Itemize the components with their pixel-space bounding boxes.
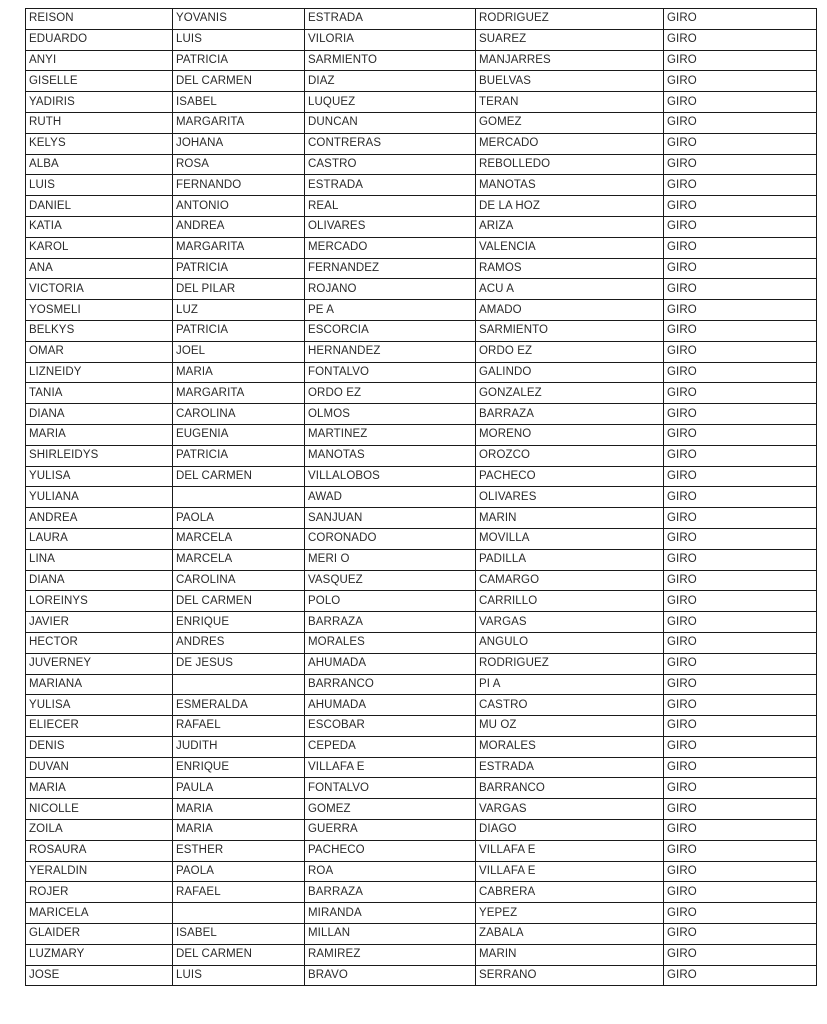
type-cell: GIRO	[664, 674, 817, 695]
middle-name-cell: DEL CARMEN	[173, 944, 305, 965]
table-row	[26, 9, 817, 30]
second-surname-cell: GONZALEZ	[476, 383, 664, 404]
first-name-cell: JOSE	[26, 965, 173, 986]
table-row	[26, 300, 817, 321]
type-cell: GIRO	[664, 778, 817, 799]
second-surname-cell: MANJARRES	[476, 50, 664, 71]
type-cell: GIRO	[664, 965, 817, 986]
second-surname-cell: CARRILLO	[476, 591, 664, 612]
first-surname-cell: VASQUEZ	[305, 570, 476, 591]
middle-name-cell: DEL CARMEN	[173, 466, 305, 487]
first-name-cell: LINA	[26, 549, 173, 570]
middle-name-cell: ENRIQUE	[173, 757, 305, 778]
table-row	[26, 612, 817, 633]
second-surname-cell: SUAREZ	[476, 29, 664, 50]
table-row	[26, 570, 817, 591]
first-surname-cell: OLMOS	[305, 404, 476, 425]
first-surname-cell: RAMIREZ	[305, 944, 476, 965]
type-cell: GIRO	[664, 71, 817, 92]
first-name-cell: LIZNEIDY	[26, 362, 173, 383]
middle-name-cell: ESTHER	[173, 840, 305, 861]
first-name-cell: KAROL	[26, 237, 173, 258]
second-surname-cell: PI A	[476, 674, 664, 695]
first-name-cell: ZOILA	[26, 820, 173, 841]
first-name-cell: VICTORIA	[26, 279, 173, 300]
second-surname-cell: VILLAFA E	[476, 840, 664, 861]
second-surname-cell: MARIN	[476, 944, 664, 965]
type-cell: GIRO	[664, 300, 817, 321]
table-row	[26, 279, 817, 300]
first-name-cell: ELIECER	[26, 716, 173, 737]
second-surname-cell: ORDO EZ	[476, 341, 664, 362]
type-cell: GIRO	[664, 196, 817, 217]
first-surname-cell: GOMEZ	[305, 799, 476, 820]
table-row	[26, 92, 817, 113]
type-cell: GIRO	[664, 237, 817, 258]
first-name-cell: TANIA	[26, 383, 173, 404]
first-name-cell: MARIA	[26, 778, 173, 799]
type-cell: GIRO	[664, 653, 817, 674]
table-row	[26, 820, 817, 841]
second-surname-cell: GOMEZ	[476, 112, 664, 133]
type-cell: GIRO	[664, 466, 817, 487]
type-cell: GIRO	[664, 50, 817, 71]
type-cell: GIRO	[664, 320, 817, 341]
first-name-cell: DENIS	[26, 736, 173, 757]
second-surname-cell: ZABALA	[476, 924, 664, 945]
table-row	[26, 674, 817, 695]
type-cell: GIRO	[664, 591, 817, 612]
first-name-cell: DIANA	[26, 404, 173, 425]
table-row	[26, 466, 817, 487]
first-name-cell: DUVAN	[26, 757, 173, 778]
first-surname-cell: GUERRA	[305, 820, 476, 841]
table-row	[26, 528, 817, 549]
first-name-cell: ANYI	[26, 50, 173, 71]
type-cell: GIRO	[664, 383, 817, 404]
first-surname-cell: BRAVO	[305, 965, 476, 986]
first-surname-cell: MIRANDA	[305, 903, 476, 924]
table-row	[26, 632, 817, 653]
type-cell: GIRO	[664, 820, 817, 841]
second-surname-cell: ANGULO	[476, 632, 664, 653]
middle-name-cell: LUIS	[173, 965, 305, 986]
first-surname-cell: VILLALOBOS	[305, 466, 476, 487]
type-cell: GIRO	[664, 445, 817, 466]
names-table	[25, 8, 817, 986]
first-name-cell: MARIANA	[26, 674, 173, 695]
type-cell: GIRO	[664, 341, 817, 362]
first-surname-cell: ROJANO	[305, 279, 476, 300]
first-surname-cell: OLIVARES	[305, 216, 476, 237]
first-name-cell: MARICELA	[26, 903, 173, 924]
first-name-cell: DANIEL	[26, 196, 173, 217]
first-surname-cell: MERCADO	[305, 237, 476, 258]
second-surname-cell: TERAN	[476, 92, 664, 113]
table-row	[26, 71, 817, 92]
first-surname-cell: BARRANCO	[305, 674, 476, 695]
first-name-cell: YULISA	[26, 466, 173, 487]
type-cell: GIRO	[664, 840, 817, 861]
table-row	[26, 341, 817, 362]
first-surname-cell: DIAZ	[305, 71, 476, 92]
middle-name-cell: MARCELA	[173, 549, 305, 570]
second-surname-cell: VARGAS	[476, 799, 664, 820]
first-surname-cell: FERNANDEZ	[305, 258, 476, 279]
first-name-cell: RUTH	[26, 112, 173, 133]
table-row	[26, 965, 817, 986]
middle-name-cell	[173, 487, 305, 508]
middle-name-cell: CAROLINA	[173, 404, 305, 425]
table-row	[26, 383, 817, 404]
middle-name-cell: DEL PILAR	[173, 279, 305, 300]
middle-name-cell: YOVANIS	[173, 9, 305, 30]
second-surname-cell: RODRIGUEZ	[476, 653, 664, 674]
names-table-body	[26, 9, 817, 986]
type-cell: GIRO	[664, 29, 817, 50]
first-name-cell: KATIA	[26, 216, 173, 237]
first-surname-cell: LUQUEZ	[305, 92, 476, 113]
table-row	[26, 508, 817, 529]
type-cell: GIRO	[664, 799, 817, 820]
middle-name-cell: JUDITH	[173, 736, 305, 757]
middle-name-cell: ESMERALDA	[173, 695, 305, 716]
first-surname-cell: ESTRADA	[305, 175, 476, 196]
type-cell: GIRO	[664, 92, 817, 113]
middle-name-cell: DEL CARMEN	[173, 71, 305, 92]
second-surname-cell: BARRANCO	[476, 778, 664, 799]
middle-name-cell: PATRICIA	[173, 445, 305, 466]
table-row	[26, 903, 817, 924]
second-surname-cell: CASTRO	[476, 695, 664, 716]
type-cell: GIRO	[664, 695, 817, 716]
middle-name-cell: PATRICIA	[173, 258, 305, 279]
second-surname-cell: SERRANO	[476, 965, 664, 986]
type-cell: GIRO	[664, 882, 817, 903]
second-surname-cell: OLIVARES	[476, 487, 664, 508]
second-surname-cell: ESTRADA	[476, 757, 664, 778]
table-row	[26, 757, 817, 778]
middle-name-cell: ANTONIO	[173, 196, 305, 217]
second-surname-cell: CABRERA	[476, 882, 664, 903]
first-name-cell: REISON	[26, 9, 173, 30]
second-surname-cell: AMADO	[476, 300, 664, 321]
table-row	[26, 861, 817, 882]
first-surname-cell: ORDO EZ	[305, 383, 476, 404]
first-surname-cell: FONTALVO	[305, 362, 476, 383]
first-surname-cell: SANJUAN	[305, 508, 476, 529]
middle-name-cell: ANDREA	[173, 216, 305, 237]
middle-name-cell: JOEL	[173, 341, 305, 362]
type-cell: GIRO	[664, 258, 817, 279]
table-row	[26, 216, 817, 237]
first-name-cell: HECTOR	[26, 632, 173, 653]
first-name-cell: KELYS	[26, 133, 173, 154]
second-surname-cell: SARMIENTO	[476, 320, 664, 341]
middle-name-cell: RAFAEL	[173, 716, 305, 737]
first-name-cell: LAURA	[26, 528, 173, 549]
middle-name-cell: ISABEL	[173, 924, 305, 945]
second-surname-cell: BARRAZA	[476, 404, 664, 425]
first-name-cell: YERALDIN	[26, 861, 173, 882]
middle-name-cell: DE JESUS	[173, 653, 305, 674]
first-surname-cell: CASTRO	[305, 154, 476, 175]
first-surname-cell: DUNCAN	[305, 112, 476, 133]
middle-name-cell: PAULA	[173, 778, 305, 799]
middle-name-cell: PATRICIA	[173, 50, 305, 71]
first-name-cell: JAVIER	[26, 612, 173, 633]
first-name-cell: BELKYS	[26, 320, 173, 341]
middle-name-cell: PAOLA	[173, 508, 305, 529]
middle-name-cell: EUGENIA	[173, 424, 305, 445]
table-row	[26, 840, 817, 861]
second-surname-cell: GALINDO	[476, 362, 664, 383]
table-row	[26, 404, 817, 425]
middle-name-cell: MARGARITA	[173, 237, 305, 258]
second-surname-cell: DIAGO	[476, 820, 664, 841]
second-surname-cell: PADILLA	[476, 549, 664, 570]
middle-name-cell: FERNANDO	[173, 175, 305, 196]
middle-name-cell: ROSA	[173, 154, 305, 175]
middle-name-cell: LUIS	[173, 29, 305, 50]
first-name-cell: YADIRIS	[26, 92, 173, 113]
middle-name-cell: MARIA	[173, 820, 305, 841]
first-surname-cell: PACHECO	[305, 840, 476, 861]
table-row	[26, 487, 817, 508]
middle-name-cell	[173, 674, 305, 695]
table-row	[26, 258, 817, 279]
type-cell: GIRO	[664, 612, 817, 633]
first-name-cell: DIANA	[26, 570, 173, 591]
middle-name-cell: MARGARITA	[173, 112, 305, 133]
first-name-cell: ANDREA	[26, 508, 173, 529]
middle-name-cell: MARIA	[173, 362, 305, 383]
type-cell: GIRO	[664, 424, 817, 445]
middle-name-cell	[173, 903, 305, 924]
type-cell: GIRO	[664, 508, 817, 529]
type-cell: GIRO	[664, 9, 817, 30]
first-surname-cell: ROA	[305, 861, 476, 882]
second-surname-cell: MORENO	[476, 424, 664, 445]
middle-name-cell: MARIA	[173, 799, 305, 820]
type-cell: GIRO	[664, 362, 817, 383]
first-surname-cell: ESTRADA	[305, 9, 476, 30]
first-surname-cell: CEPEDA	[305, 736, 476, 757]
second-surname-cell: PACHECO	[476, 466, 664, 487]
first-name-cell: ALBA	[26, 154, 173, 175]
first-surname-cell: AWAD	[305, 487, 476, 508]
type-cell: GIRO	[664, 404, 817, 425]
middle-name-cell: JOHANA	[173, 133, 305, 154]
type-cell: GIRO	[664, 216, 817, 237]
table-row	[26, 445, 817, 466]
type-cell: GIRO	[664, 570, 817, 591]
table-row	[26, 778, 817, 799]
first-surname-cell: MILLAN	[305, 924, 476, 945]
type-cell: GIRO	[664, 924, 817, 945]
table-row	[26, 882, 817, 903]
middle-name-cell: MARGARITA	[173, 383, 305, 404]
first-name-cell: EDUARDO	[26, 29, 173, 50]
type-cell: GIRO	[664, 112, 817, 133]
first-name-cell: ROJER	[26, 882, 173, 903]
first-surname-cell: ESCORCIA	[305, 320, 476, 341]
first-surname-cell: MORALES	[305, 632, 476, 653]
middle-name-cell: PATRICIA	[173, 320, 305, 341]
first-surname-cell: ESCOBAR	[305, 716, 476, 737]
first-surname-cell: MERI O	[305, 549, 476, 570]
second-surname-cell: MORALES	[476, 736, 664, 757]
second-surname-cell: CAMARGO	[476, 570, 664, 591]
second-surname-cell: OROZCO	[476, 445, 664, 466]
first-name-cell: GLAIDER	[26, 924, 173, 945]
first-surname-cell: AHUMADA	[305, 653, 476, 674]
type-cell: GIRO	[664, 528, 817, 549]
first-name-cell: YULISA	[26, 695, 173, 716]
second-surname-cell: DE LA HOZ	[476, 196, 664, 217]
table-row	[26, 112, 817, 133]
table-row	[26, 799, 817, 820]
second-surname-cell: MU OZ	[476, 716, 664, 737]
table-row	[26, 29, 817, 50]
first-surname-cell: MARTINEZ	[305, 424, 476, 445]
first-surname-cell: VILLAFA E	[305, 757, 476, 778]
type-cell: GIRO	[664, 133, 817, 154]
middle-name-cell: CAROLINA	[173, 570, 305, 591]
first-surname-cell: BARRAZA	[305, 882, 476, 903]
second-surname-cell: VARGAS	[476, 612, 664, 633]
table-row	[26, 653, 817, 674]
type-cell: GIRO	[664, 175, 817, 196]
table-row	[26, 175, 817, 196]
type-cell: GIRO	[664, 736, 817, 757]
first-name-cell: MARIA	[26, 424, 173, 445]
table-row	[26, 424, 817, 445]
middle-name-cell: MARCELA	[173, 528, 305, 549]
first-surname-cell: REAL	[305, 196, 476, 217]
table-row	[26, 736, 817, 757]
type-cell: GIRO	[664, 903, 817, 924]
table-row	[26, 362, 817, 383]
table-row	[26, 154, 817, 175]
first-surname-cell: PE A	[305, 300, 476, 321]
table-row	[26, 237, 817, 258]
table-row	[26, 924, 817, 945]
first-name-cell: SHIRLEIDYS	[26, 445, 173, 466]
type-cell: GIRO	[664, 549, 817, 570]
first-surname-cell: HERNANDEZ	[305, 341, 476, 362]
table-row	[26, 50, 817, 71]
type-cell: GIRO	[664, 487, 817, 508]
second-surname-cell: YEPEZ	[476, 903, 664, 924]
second-surname-cell: MERCADO	[476, 133, 664, 154]
second-surname-cell: VILLAFA E	[476, 861, 664, 882]
middle-name-cell: ISABEL	[173, 92, 305, 113]
type-cell: GIRO	[664, 279, 817, 300]
first-surname-cell: CORONADO	[305, 528, 476, 549]
second-surname-cell: REBOLLEDO	[476, 154, 664, 175]
second-surname-cell: RAMOS	[476, 258, 664, 279]
type-cell: GIRO	[664, 757, 817, 778]
table-row	[26, 695, 817, 716]
type-cell: GIRO	[664, 632, 817, 653]
first-surname-cell: SARMIENTO	[305, 50, 476, 71]
second-surname-cell: ACU A	[476, 279, 664, 300]
middle-name-cell: LUZ	[173, 300, 305, 321]
second-surname-cell: RODRIGUEZ	[476, 9, 664, 30]
second-surname-cell: ARIZA	[476, 216, 664, 237]
first-name-cell: ANA	[26, 258, 173, 279]
first-name-cell: NICOLLE	[26, 799, 173, 820]
second-surname-cell: MANOTAS	[476, 175, 664, 196]
middle-name-cell: PAOLA	[173, 861, 305, 882]
first-name-cell: YOSMELI	[26, 300, 173, 321]
first-surname-cell: CONTRERAS	[305, 133, 476, 154]
middle-name-cell: ANDRES	[173, 632, 305, 653]
table-row	[26, 196, 817, 217]
second-surname-cell: MOVILLA	[476, 528, 664, 549]
table-row	[26, 591, 817, 612]
table-row	[26, 944, 817, 965]
first-surname-cell: VILORIA	[305, 29, 476, 50]
type-cell: GIRO	[664, 154, 817, 175]
type-cell: GIRO	[664, 861, 817, 882]
first-name-cell: JUVERNEY	[26, 653, 173, 674]
first-name-cell: ROSAURA	[26, 840, 173, 861]
first-name-cell: YULIANA	[26, 487, 173, 508]
first-surname-cell: FONTALVO	[305, 778, 476, 799]
second-surname-cell: MARIN	[476, 508, 664, 529]
middle-name-cell: DEL CARMEN	[173, 591, 305, 612]
first-surname-cell: POLO	[305, 591, 476, 612]
middle-name-cell: ENRIQUE	[173, 612, 305, 633]
first-name-cell: LOREINYS	[26, 591, 173, 612]
second-surname-cell: BUELVAS	[476, 71, 664, 92]
first-name-cell: OMAR	[26, 341, 173, 362]
table-row	[26, 549, 817, 570]
first-name-cell: LUIS	[26, 175, 173, 196]
table-row	[26, 133, 817, 154]
second-surname-cell: VALENCIA	[476, 237, 664, 258]
table-row	[26, 320, 817, 341]
type-cell: GIRO	[664, 944, 817, 965]
type-cell: GIRO	[664, 716, 817, 737]
first-surname-cell: AHUMADA	[305, 695, 476, 716]
first-surname-cell: MANOTAS	[305, 445, 476, 466]
middle-name-cell: RAFAEL	[173, 882, 305, 903]
first-name-cell: GISELLE	[26, 71, 173, 92]
first-surname-cell: BARRAZA	[305, 612, 476, 633]
table-row	[26, 716, 817, 737]
first-name-cell: LUZMARY	[26, 944, 173, 965]
